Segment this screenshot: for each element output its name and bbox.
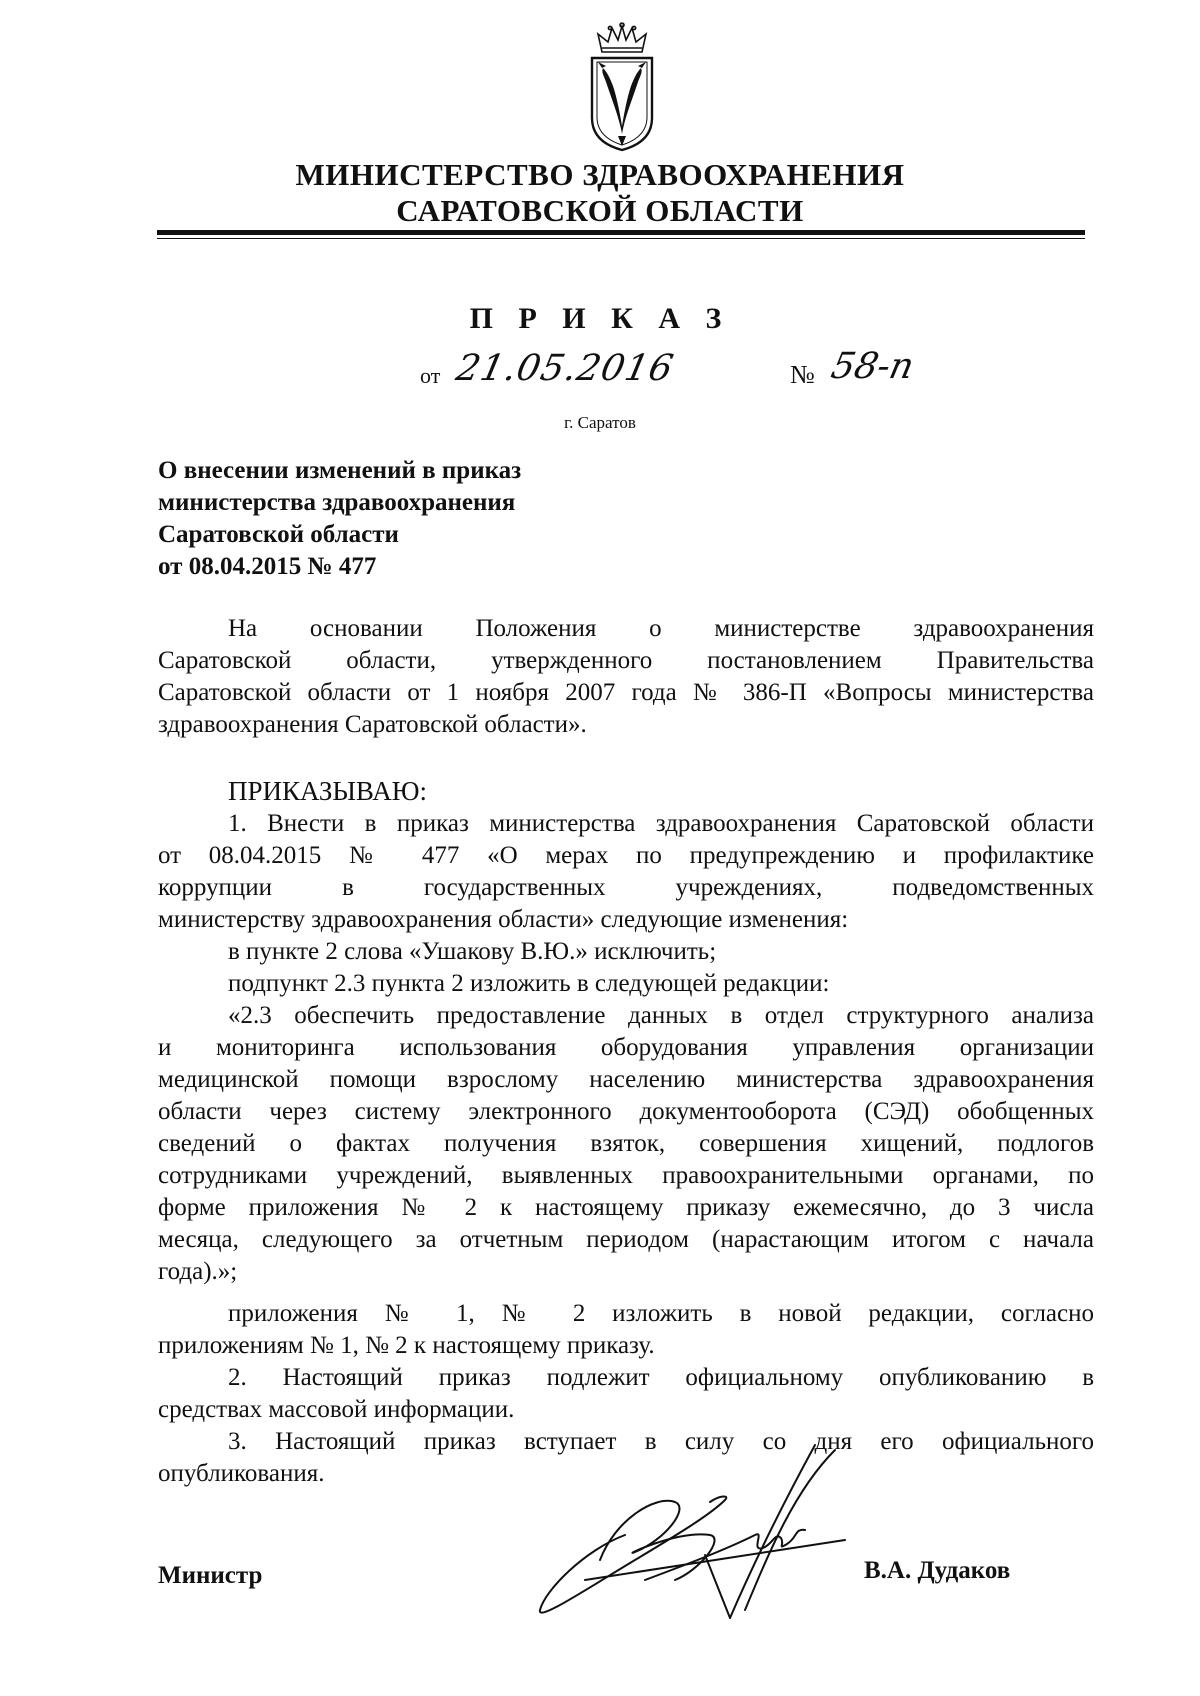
body-line: опубликования. (158, 1460, 325, 1487)
handwritten-date: 21.05.2016 (452, 348, 678, 389)
signer-role: Министр (158, 1562, 263, 1589)
body-line: средствах массовой информации. (158, 1396, 515, 1423)
signer-name: В.А. Дудаков (864, 1557, 1011, 1584)
body-line: месяца, следующего за отчетным периодом (нарастающим итогом с начала (158, 1226, 1094, 1253)
order-keyword: ПРИКАЗЫВАЮ: (228, 776, 427, 806)
subject-line: О внесении изменений в приказ (158, 457, 522, 484)
document-type-title: П Р И К А З (469, 302, 731, 335)
body-line: приложениям № 1, № 2 к настоящему приказу. (158, 1332, 655, 1359)
preamble-line: Саратовской области от 1 ноября 2007 года № 386-П «Вопросы министерства (158, 679, 1094, 706)
body-line: 2. Настоящий приказ подлежит официальному опубликованию в (228, 1364, 1094, 1391)
body-line: коррупции в государственных учреждениях, подведомственных (158, 874, 1094, 901)
body-line: сведений о фактах получения взяток, совершения хищений, подлогов (158, 1130, 1094, 1157)
coat-of-arms-icon (582, 22, 662, 152)
body-line: области через систему электронного документооборота (СЭД) обобщенных (158, 1098, 1094, 1125)
organization-name-line-1: МИНИСТЕРСТВО ЗДРАВООХРАНЕНИЯ (295, 157, 905, 192)
organization-name-line-2: САРАТОВСКОЙ ОБЛАСТИ (396, 193, 804, 228)
preamble-line: Саратовской области, утвержденного постановлением Правительства (158, 647, 1094, 674)
body-line: от 08.04.2015 № 477 «О мерах по предупреждению и профилактике (158, 842, 1094, 869)
date-prefix: от (420, 363, 441, 388)
body-line: 1. Внести в приказ министерства здравоохранения Саратовской области (228, 810, 1094, 837)
preamble-line: здравоохранения Саратовской области». (158, 711, 587, 738)
body-line: подпункт 2.3 пункта 2 изложить в следующей редакции: (228, 970, 830, 997)
body-line: форме приложения № 2 к настоящему приказу ежемесячно, до 3 числа (158, 1194, 1094, 1221)
body-line: и мониторинга использования оборудования управления организации (158, 1034, 1094, 1061)
body-line: 3. Настоящий приказ вступает в силу со дня его официального (228, 1428, 1094, 1455)
subject-line: Саратовской области (158, 521, 399, 548)
issue-place: г. Саратов (564, 413, 636, 432)
body-line: министерству здравоохранения области» следующие изменения: (158, 906, 849, 933)
body-line: медицинской помощи взрослому населению министерства здравоохранения (158, 1066, 1094, 1093)
body-line: сотрудниками учреждений, выявленных правоохранительными органами, по (158, 1162, 1094, 1189)
handwritten-signature-icon (525, 1440, 855, 1625)
body-line: в пункте 2 слова «Ушакову В.Ю.» исключить; (228, 938, 717, 965)
header-divider-thick (157, 230, 1085, 235)
subject-line: министерства здравоохранения (158, 489, 516, 516)
header-divider-thin (157, 238, 1085, 239)
handwritten-number: 58-п (827, 346, 918, 387)
number-prefix: № (790, 360, 815, 389)
body-line: «2.3 обеспечить предоставление данных в отдел структурного анализа (228, 1002, 1094, 1029)
subject-line: от 08.04.2015 № 477 (158, 553, 377, 580)
body-line: приложения № 1, № 2 изложить в новой редакции, согласно (228, 1300, 1094, 1327)
preamble-line: На основании Положения о министерстве здравоохранения (228, 615, 1094, 642)
body-line: года).»; (158, 1258, 238, 1285)
